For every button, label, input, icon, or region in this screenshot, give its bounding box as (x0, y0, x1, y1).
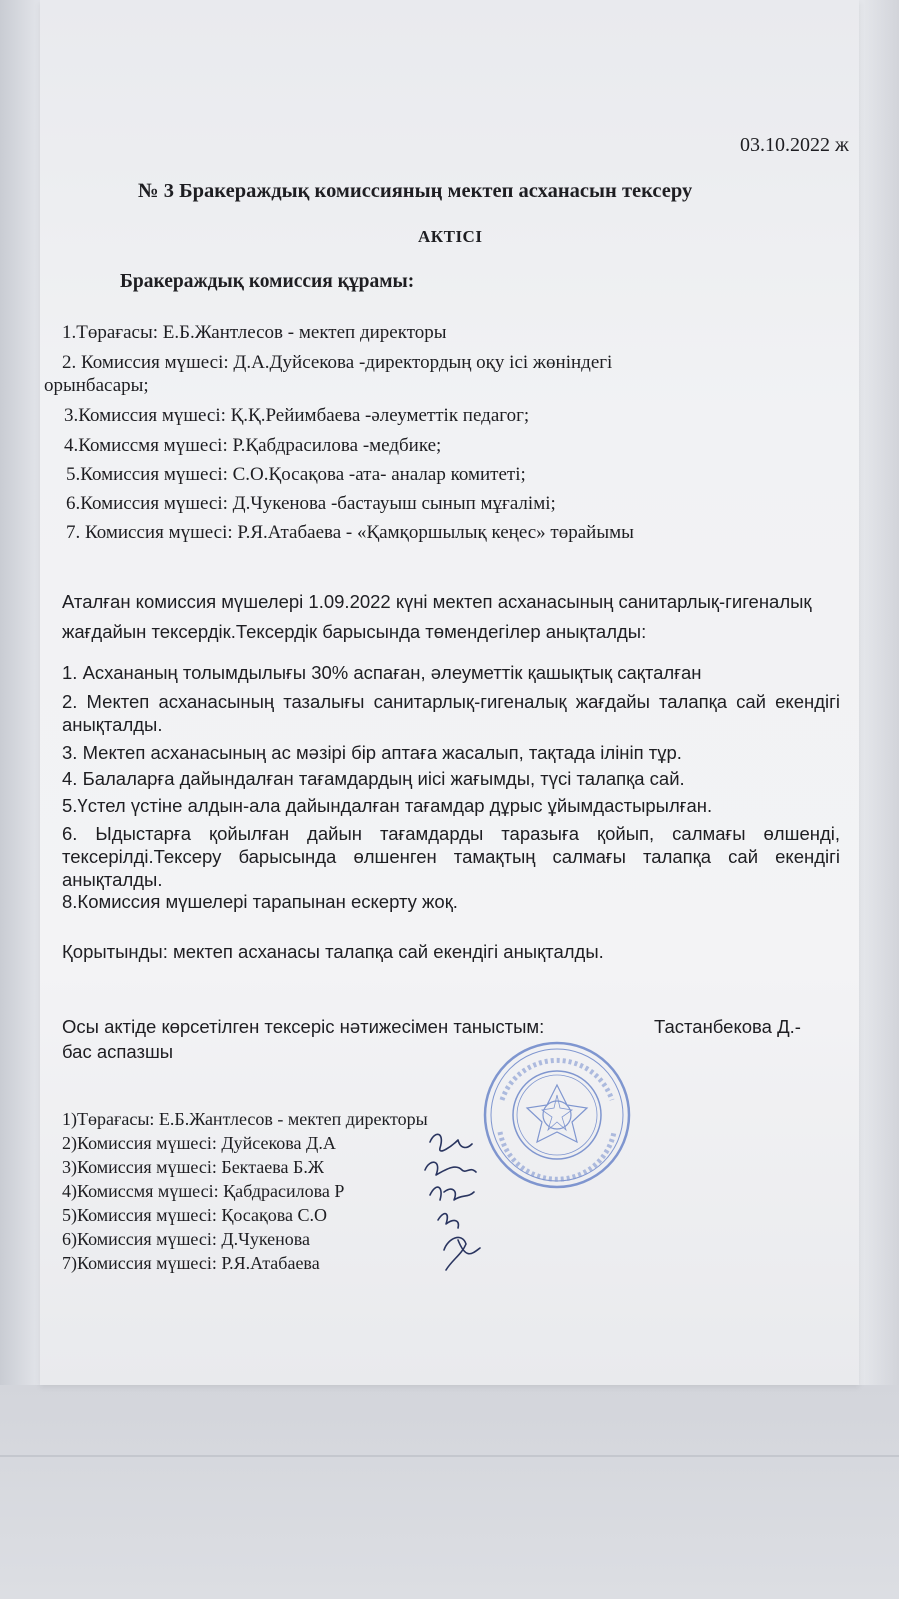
signatory-6: 6)Комиссия мүшесі: Д.Чукенова (62, 1229, 311, 1249)
acquainted-name: Тастанбекова Д.- (654, 1016, 801, 1037)
document-date: 03.10.2022 ж (740, 134, 849, 156)
conclusion: Қорытынды: мектеп асханасы талапқа сай екендігі анықталды. (62, 941, 604, 962)
acquainted-text: Осы актіде көрсетілген тексеріс нәтижесімен таныстым: (62, 1016, 545, 1037)
signatory-5: 5)Комиссия мүшесі: Қосақова С.О (62, 1205, 328, 1225)
finding-8: 8.Комиссия мүшелері тарапынан ескерту жоқ. (62, 891, 458, 912)
intro-paragraph: Аталған комиссия мүшелері 1.09.2022 күні мектеп асханасының санитарлық-гигеналық жағдайын тексердік.Тексердік барысында төмендегілер анықталды: (62, 591, 812, 642)
signatory-4: 4)Комиссмя мүшесі: Қабдрасилова Р (62, 1181, 345, 1201)
acquainted-role: бас аспазшы (62, 1041, 174, 1062)
signatory-3: 3)Комиссия мүшесі: Бектаева Б.Ж (62, 1157, 324, 1177)
finding-1: 1. Асхананың толымдылығы 30% аспаған, әлеуметтік қашықтық сақталған (62, 662, 702, 683)
photo-background-right (859, 0, 899, 1599)
handwritten-signatures-icon (400, 1120, 530, 1290)
finding-3: 3. Мектеп асханасының ас мәзірі бір аптаға жасалып, тақтада ілініп тұр. (62, 742, 682, 763)
signatory-1: 1)Төрағасы: Е.Б.Жантлесов - мектеп директоры (62, 1109, 428, 1129)
finding-2: 2. Мектеп асханасының тазалығы санитарлық-гигеналық жағдайы талапқа сай екендігі анықталды. (62, 691, 840, 735)
member-line-3: 3.Комиссия мүшесі: Қ.Қ.Рейимбаева -әлеуметтік педагог; (64, 405, 530, 426)
signatory-2: 2)Комиссия мүшесі: Дуйсекова Д.А (62, 1133, 336, 1153)
member-line-2: 2. Комиссия мүшесі: Д.А.Дуйсекова -директордың оқу ісі жөніндегі (62, 352, 613, 373)
member-line-5: 5.Комиссия мүшесі: С.О.Қосақова -ата- аналар комитеті; (66, 464, 526, 485)
member-line-1: 1.Төрағасы: Е.Б.Жантлесов - мектеп директоры (62, 322, 447, 343)
document-title: № 3 Бракераждық комиссияның мектеп асханасын тексеру (138, 180, 693, 202)
member-line-7: 7. Комиссия мүшесі: Р.Я.Атабаева - «Қамқоршылық кеңес» төрайымы (66, 522, 634, 543)
finding-6: 6. Ыдыстарға қойылған дайын тағамдарды таразыға қойып, салмағы өлшенді, тексерілді.Тексеру барысында өлшенген тамақтың салмағы талапқа сай екендігі анықталды. (62, 823, 840, 890)
signatory-7: 7)Комиссия мүшесі: Р.Я.Атабаева (62, 1253, 320, 1273)
finding-5: 5.Үстел үстіне алдын-ала дайындалған тағамдар дұрыс ұйымдастырылған. (62, 795, 713, 816)
member-line-6: 6.Комиссия мүшесі: Д.Чукенова -бастауыш сынып мұғалімі; (66, 493, 556, 514)
surface-edge (0, 1455, 899, 1457)
photo-background-left (0, 0, 40, 1599)
member-line-2-cont: орынбасары; (44, 375, 149, 396)
finding-4: 4. Балаларға дайындалған тағамдардың иісі жағымды, түсі талапқа сай. (62, 768, 685, 789)
member-line-4: 4.Комиссмя мүшесі: Р.Қабдрасилова -медбике; (64, 435, 442, 456)
composition-heading: Бракераждық комиссия құрамы: (120, 271, 415, 292)
photo-background-bottom (0, 1385, 899, 1599)
document-subtitle: АКТІСІ (418, 227, 483, 246)
